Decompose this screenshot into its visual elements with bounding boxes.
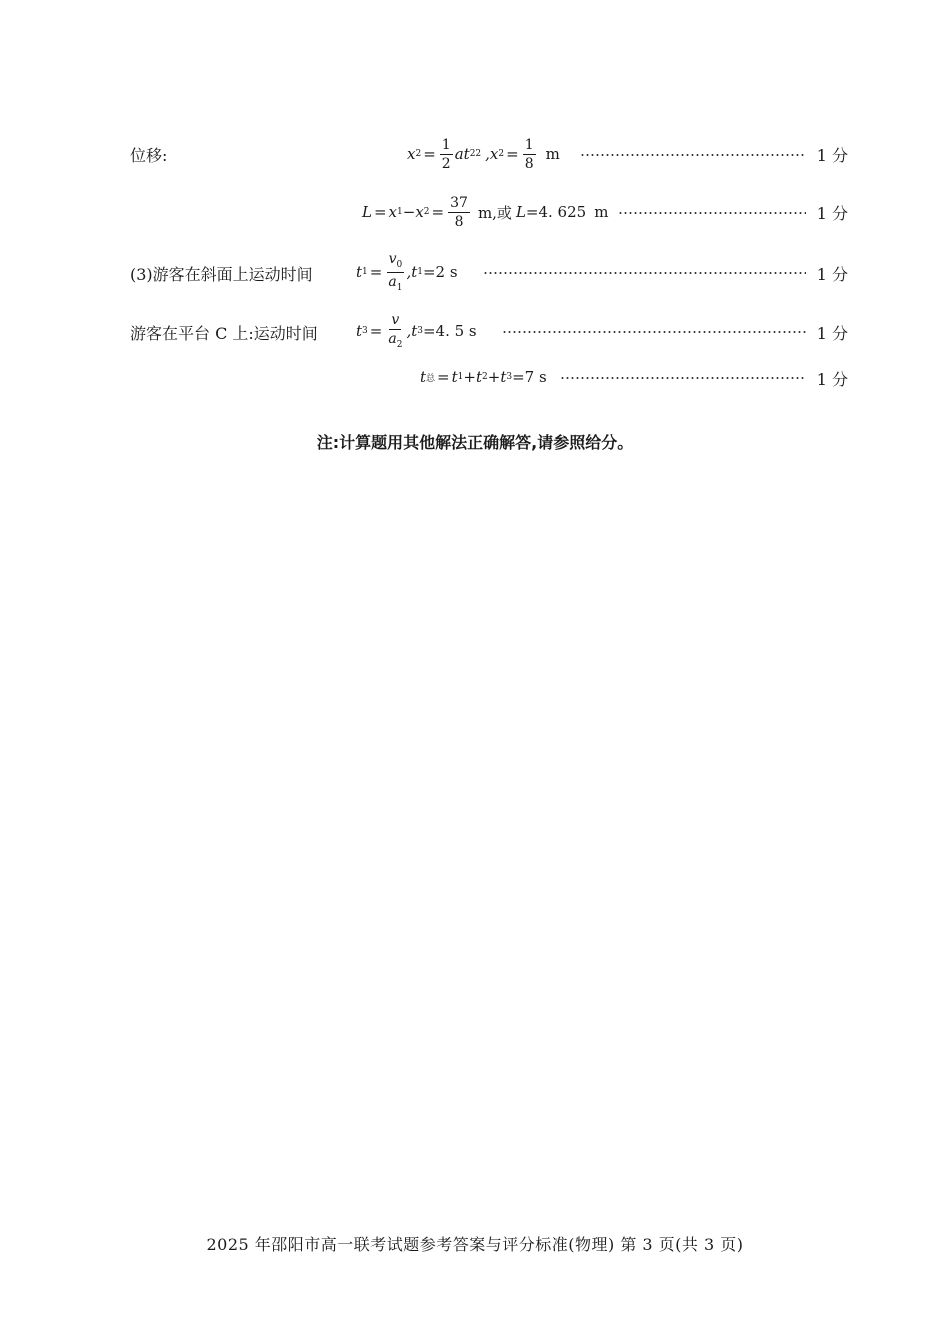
score: 1 分 (816, 324, 848, 343)
row-label: (3)游客在斜面上运动时间 (130, 265, 313, 284)
score: 1 分 (816, 204, 848, 223)
formula-total-time: t 总 = t 1 + t 2 + t 3 =7 s (420, 368, 547, 386)
row-label: 位移: (130, 146, 168, 165)
answer-row (0, 134, 950, 174)
leader-dots (483, 272, 806, 274)
leader-dots (560, 377, 806, 379)
leader-dots (502, 331, 806, 333)
formula-time-t1: t 1 = $\frac{v_0}{a_1}$ ,t 1 =2 s (356, 250, 458, 293)
grading-note: 注:计算题用其他解法正确解答,请参照给分。 (316, 433, 634, 452)
score: 1 分 (816, 370, 848, 389)
page-footer: 2025 年邵阳市高一联考试题参考答案与评分标准(物理) 第 3 页(共 3 页) (206, 1235, 744, 1254)
formula-displacement-x2: x 2 = $\frac{1}{2}$ at 2 2 ,x 2 = $\frac{1}{8}$ m (407, 136, 560, 172)
leader-dots (580, 154, 806, 156)
answer-row (0, 311, 950, 351)
score: 1 分 (816, 146, 848, 165)
answer-row (0, 357, 950, 397)
formula-length-L: L = x 1 − x 2 = $\frac{37}{8}$ m,或 L =4. 625 m (362, 194, 609, 230)
row-label: 游客在平台 C 上:运动时间 (130, 324, 318, 343)
answer-row (0, 252, 950, 292)
score: 1 分 (816, 265, 848, 284)
formula-time-t3: t 3 = $\frac{v}{a_2}$ ,t 3 =4. 5 s (356, 311, 477, 350)
answer-row (0, 192, 950, 232)
leader-dots (618, 212, 806, 214)
